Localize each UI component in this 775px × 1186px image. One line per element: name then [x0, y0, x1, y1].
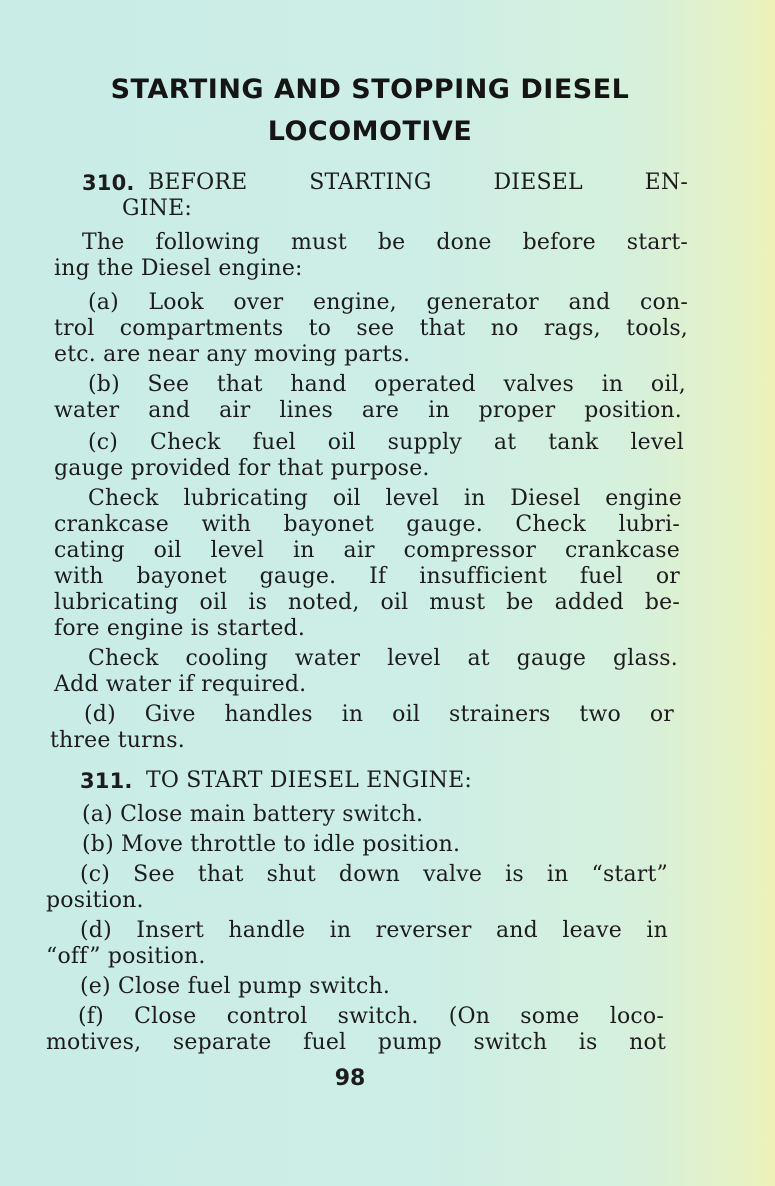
- chapter-heading-line-2: LOCOMOTIVE: [267, 116, 473, 147]
- section-311-number: 311.: [80, 769, 133, 793]
- paragraph-line: fore engine is started.: [54, 616, 306, 641]
- paragraph-line: lubricating oil is noted, oil must be added be-: [54, 590, 680, 615]
- paragraph-line: ing the Diesel engine:: [54, 256, 303, 281]
- list-item: (b) Move throttle to idle position.: [82, 832, 461, 857]
- list-item: (a) Close main battery switch.: [82, 802, 424, 827]
- paragraph-line: (a) Look over engine, generator and con-: [88, 290, 688, 315]
- paragraph-line: trol compartments to see that no rags, tools,: [54, 316, 688, 341]
- paragraph-line: with bayonet gauge. If insufficient fuel or: [54, 564, 680, 589]
- paragraph-line: Add water if required.: [54, 672, 307, 697]
- chapter-heading-line-1: STARTING AND STOPPING DIESEL: [110, 74, 630, 105]
- paragraph-line: etc. are near any moving parts.: [54, 342, 411, 367]
- paragraph-line: (b) See that hand operated valves in oil,: [88, 372, 686, 397]
- paragraph-line: Check cooling water level at gauge glass.: [88, 646, 678, 671]
- list-item: (f) Close control switch. (On some loco-: [78, 1004, 664, 1029]
- section-311-title: TO START DIESEL ENGINE:: [146, 768, 472, 793]
- section-310-title-line-2: GINE:: [122, 196, 192, 221]
- paragraph-line: crankcase with bayonet gauge. Check lubri-: [54, 512, 680, 537]
- list-item: (e) Close fuel pump switch.: [80, 974, 391, 999]
- list-item-continuation: “off” position.: [46, 944, 206, 969]
- paragraph-line: gauge provided for that purpose.: [54, 456, 430, 481]
- section-310-title-line-1: BEFORE STARTING DIESEL EN-: [148, 170, 688, 195]
- paragraph-line: cating oil level in air compressor crankcase: [54, 538, 680, 563]
- paragraph-line: Check lubricating oil level in Diesel engine: [88, 486, 682, 511]
- list-item: (d) Insert handle in reverser and leave in: [80, 918, 668, 943]
- list-item-continuation: motives, separate fuel pump switch is not: [46, 1030, 666, 1055]
- page-number: 98: [334, 1066, 366, 1091]
- list-item-continuation: position.: [46, 888, 144, 913]
- list-item: (c) See that shut down valve is in “start”: [80, 862, 668, 887]
- paragraph-line: water and air lines are in proper position.: [54, 398, 682, 423]
- paragraph-line: (c) Check fuel oil supply at tank level: [88, 430, 684, 455]
- paragraph-line: three turns.: [50, 728, 185, 753]
- paragraph-line: (d) Give handles in oil strainers two or: [84, 702, 674, 727]
- section-310-number: 310.: [82, 171, 135, 195]
- paragraph-line: The following must be done before start-: [82, 230, 688, 255]
